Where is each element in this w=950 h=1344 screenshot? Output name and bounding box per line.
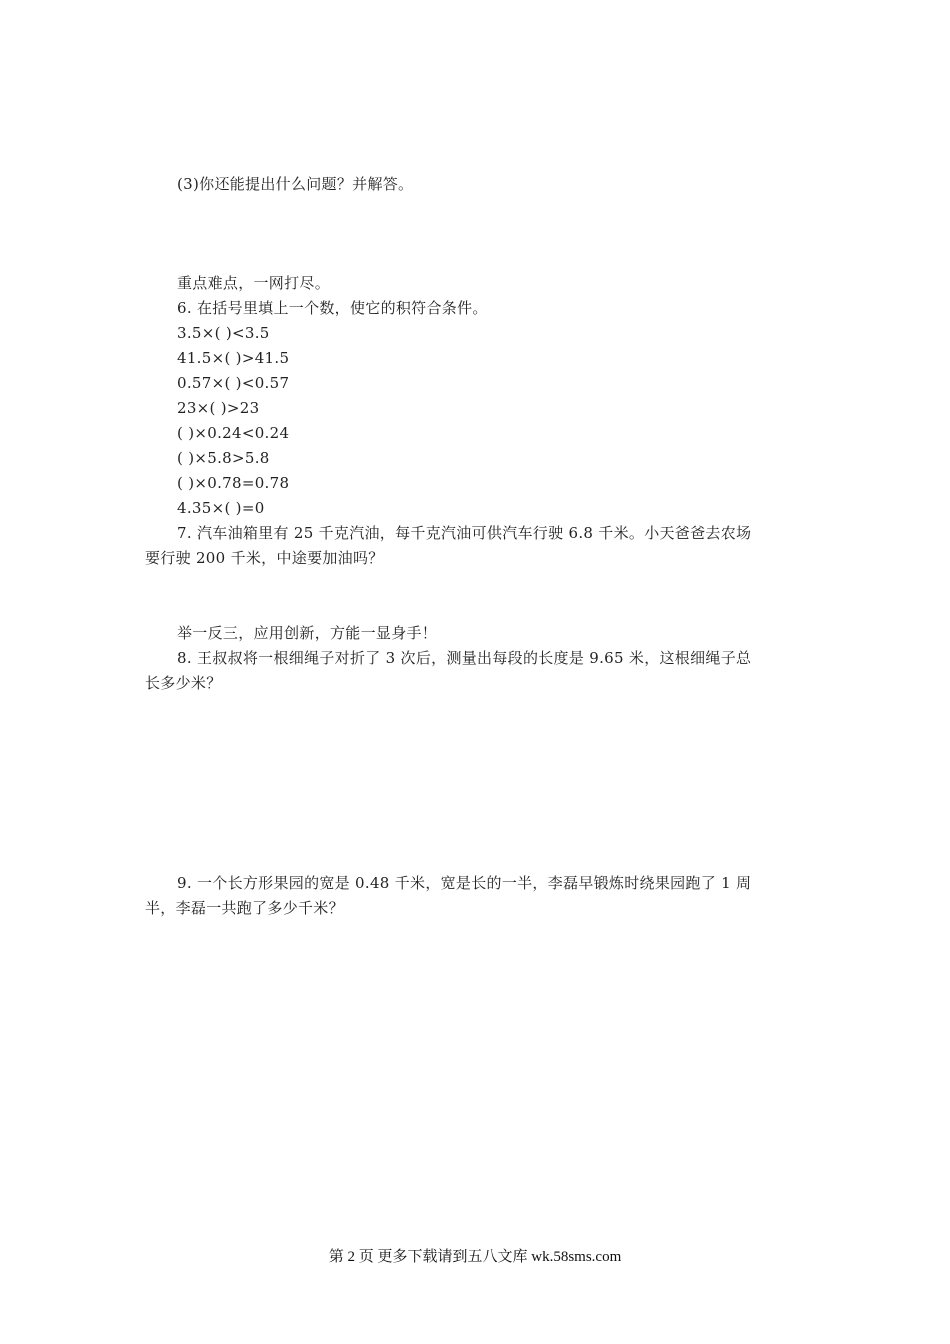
q6-item: ( )×5.8>5.8 [177,449,270,467]
q6-item: 23×( )>23 [177,399,260,417]
q6-item: 41.5×( )>41.5 [177,349,290,367]
q5-sub3-question: (3)你还能提出什么问题？并解答。 [177,175,414,193]
q9-line-2: 半，李磊一共跑了多少千米？ [145,899,344,917]
page-footer: 第 2 页 更多下载请到五八文库 wk.58sms.com [328,1249,622,1265]
section-heading-focus: 重点难点，一网打尽。 [177,274,331,292]
q6-item: ( )×0.24<0.24 [177,424,290,442]
q7-line-1: 7. 汽车油箱里有 25 千克汽油，每千克汽油可供汽车行驶 6.8 千米。小天爸爸去农场 [177,524,752,542]
q6-prompt: 6. 在括号里填上一个数，使它的积符合条件。 [177,299,488,317]
q6-item: ( )×0.78=0.78 [177,474,290,492]
q8-line-2: 长多少米？ [145,674,222,692]
q6-item: 3.5×( )<3.5 [177,324,270,342]
q7-line-2: 要行驶 200 千米，中途要加油吗？ [145,549,384,567]
q6-item: 0.57×( )<0.57 [177,374,290,392]
q6-item: 4.35×( )=0 [177,499,265,517]
section-heading-apply: 举一反三，应用创新，方能一显身手！ [177,624,438,642]
q8-line-1: 8. 王叔叔将一根细绳子对折了 3 次后，测量出每段的长度是 9.65 米，这根细绳子总 [177,649,752,667]
q9-line-1: 9. 一个长方形果园的宽是 0.48 千米，宽是长的一半，李磊早锻炼时绕果园跑了 1 周 [177,874,752,892]
